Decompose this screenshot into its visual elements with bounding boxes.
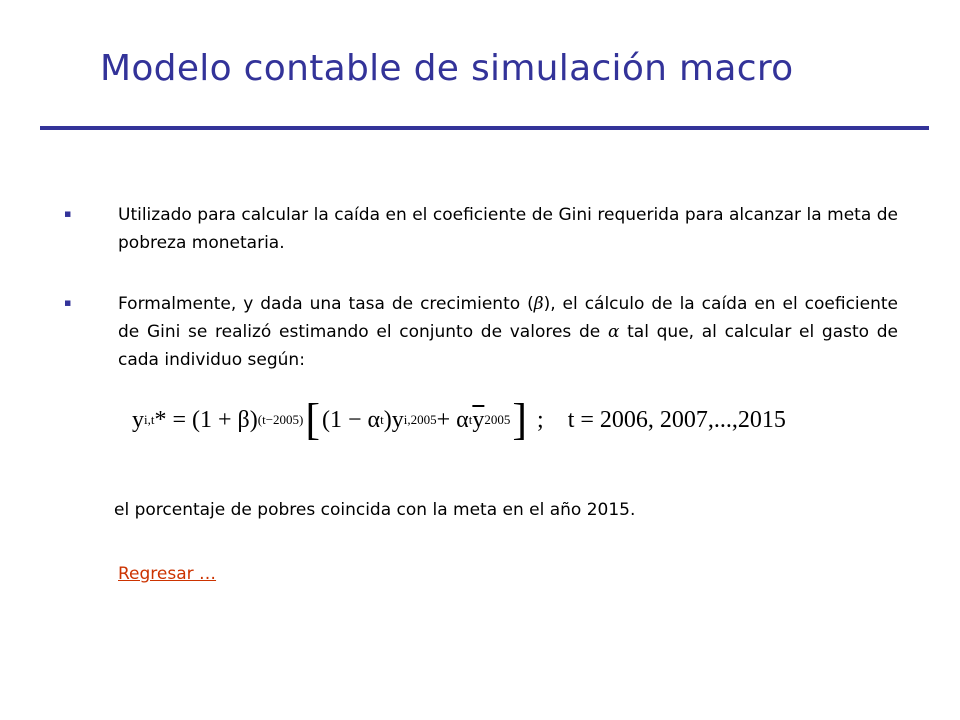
formula-lhs-sub: i,t (144, 412, 155, 427)
formula-alpha-sub: t (380, 412, 384, 427)
bullet-2-part-b: ), el cálculo de la caída en el coeficiente de Gini se realizó estimando el conjunto de valores de (118, 294, 898, 342)
formula-close-bracket: ] (512, 395, 528, 444)
title-divider (40, 126, 929, 130)
formula-ybar-sub: 2005 (484, 412, 511, 427)
formula-y-sub: i,2005 (403, 412, 437, 427)
alpha-symbol: α (607, 322, 620, 342)
slide-title: Modelo contable de simulación macro (100, 48, 794, 89)
bullet-marker-2: ▪ (64, 296, 72, 309)
bullet-text-2 (118, 290, 898, 374)
conclusion-text: el porcentaje de pobres coincida con la meta en el año 2015. (114, 500, 636, 520)
bullet-2-part-c: tal que, al calcular el gasto de cada individuo según: (118, 322, 898, 370)
formula-close: )y (383, 406, 404, 433)
formula-alpha-sub-2: t (468, 412, 473, 427)
bullet-text-1: Utilizado para calcular la caída en el coeficiente de Gini requerida para alcanzar la meta de pobreza monetaria. (118, 205, 898, 253)
formula-exponent: (t−2005) (257, 412, 304, 427)
formula-paren: (1 − α (322, 406, 381, 433)
formula-t-definition: t = 2006, 2007,...,2015 (567, 406, 786, 433)
formula-open-bracket: [ (305, 395, 321, 444)
formula-growth: * = (1 + β) (154, 406, 258, 433)
formula-ybar: $\overline{y}$ (472, 406, 485, 433)
spending-formula (132, 395, 786, 444)
back-link[interactable]: Regresar … (118, 564, 217, 584)
bullet-2-part-a: Formalmente, y dada una tasa de crecimiento ( (118, 294, 534, 314)
formula-separator: ; (537, 406, 544, 433)
beta-symbol: β (533, 294, 544, 314)
formula-plus: + α (436, 406, 469, 433)
formula-lhs: y (132, 406, 144, 433)
bullet-marker-1: ▪ (64, 207, 72, 220)
